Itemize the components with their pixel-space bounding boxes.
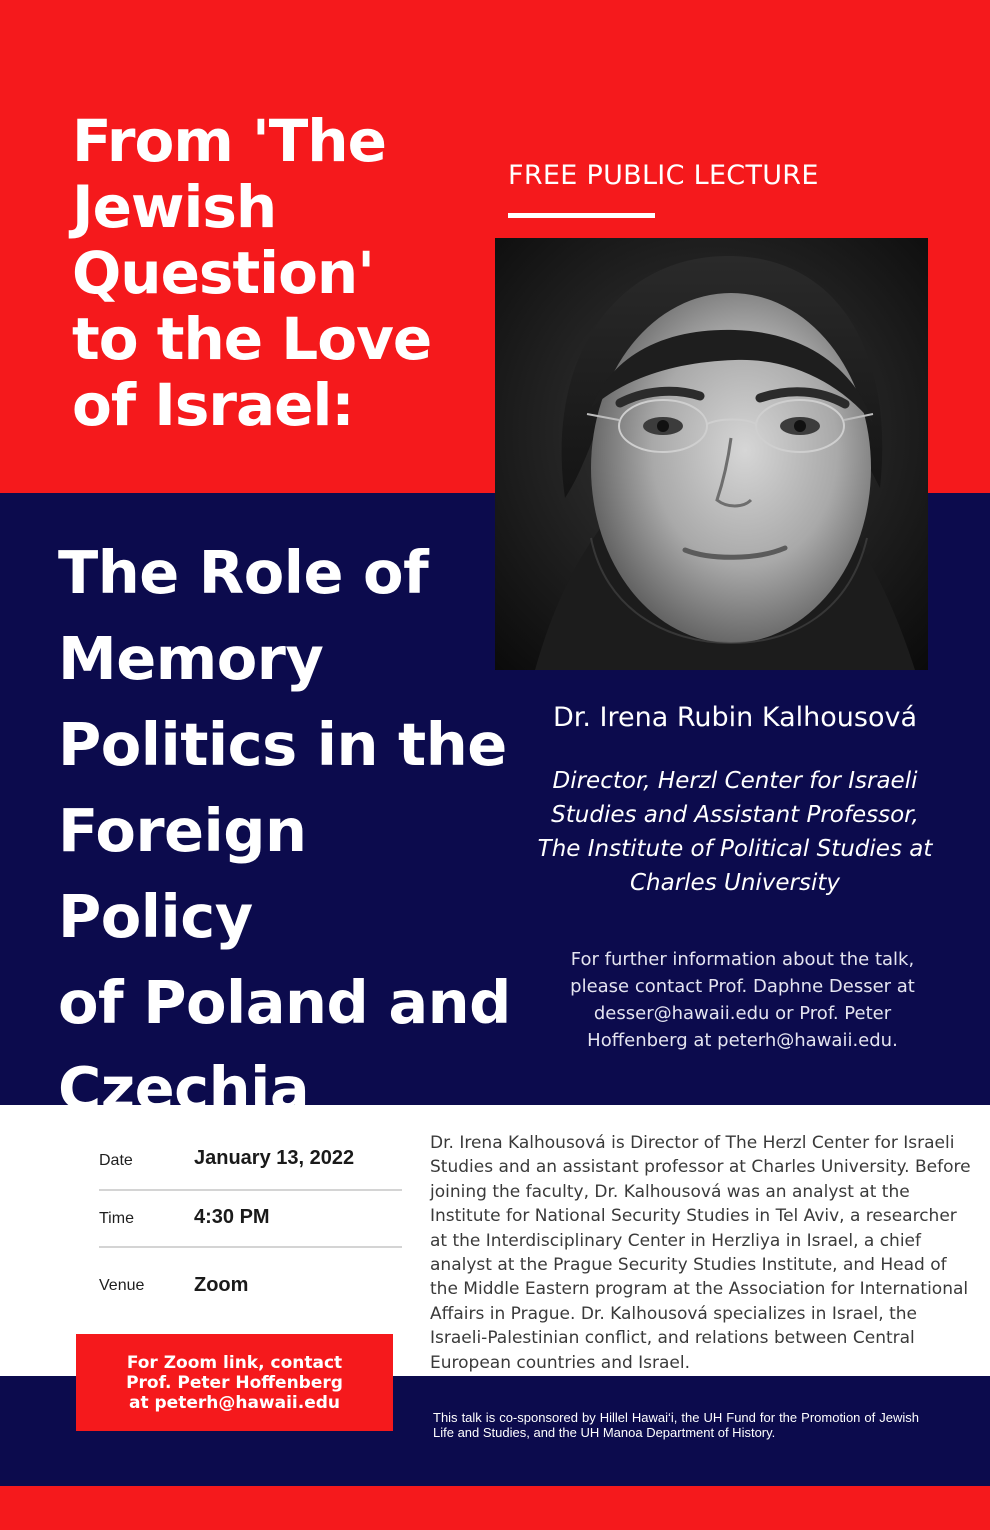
time-label: Time <box>99 1210 134 1227</box>
time-value: 4:30 PM <box>194 1206 270 1228</box>
event-title-part1: From 'The Jewish Question' to the Love of Israel: <box>72 107 432 439</box>
label-underline <box>508 213 655 218</box>
venue-value: Zoom <box>194 1274 249 1296</box>
speaker-bio: Dr. Irena Kalhousová is Director of The Herzl Center for Israeli Studies and an assistant professor at Charles University. Before joining the faculty, Dr. Kalhousová was an analyst at the Institute for National Security Studies in Tel Aviv, a researcher at the Interdisciplinary Center in Herzliya in Israel, a chief analyst at the Prague Security Studies Institute, and Head of the Middle Eastern program at the Association for International Affairs in Prague. Dr. Kalhousová specializes in Israel, the Israeli-Palestinian conflict, and relations between Central European countries and Israel. <box>430 1133 971 1373</box>
date-label: Date <box>99 1152 133 1169</box>
bottom-red-strip <box>0 1486 990 1530</box>
zoom-link-contact-box: For Zoom link, contact Prof. Peter Hoffenberg at peterh@hawaii.edu <box>76 1334 393 1431</box>
contact-info: For further information about the talk, please contact Prof. Daphne Desser at desser@hawaii.edu or Prof. Peter Hoffenberg at peterh@hawaii.edu. <box>570 949 915 1051</box>
speaker-name: Dr. Irena Rubin Kalhousová <box>552 702 918 733</box>
divider <box>99 1246 402 1248</box>
speaker-portrait-photo <box>495 238 928 670</box>
event-title-part2: The Role of Memory Politics in the Foreign Policy of Poland and Czechia <box>58 538 511 1123</box>
cosponsor-note: This talk is co-sponsored by Hillel Hawai‘i, the UH Fund for the Promotion of Jewish Life and Studies, and the UH Manoa Department of History. <box>433 1410 919 1440</box>
speaker-affiliation: Director, Herzl Center for Israeli Studies and Assistant Professor, The Institute of Political Studies at Charles University <box>537 768 933 896</box>
divider <box>99 1189 402 1191</box>
date-value: January 13, 2022 <box>194 1147 355 1169</box>
free-public-lecture-label: FREE PUBLIC LECTURE <box>508 160 819 191</box>
venue-label: Venue <box>99 1277 145 1294</box>
